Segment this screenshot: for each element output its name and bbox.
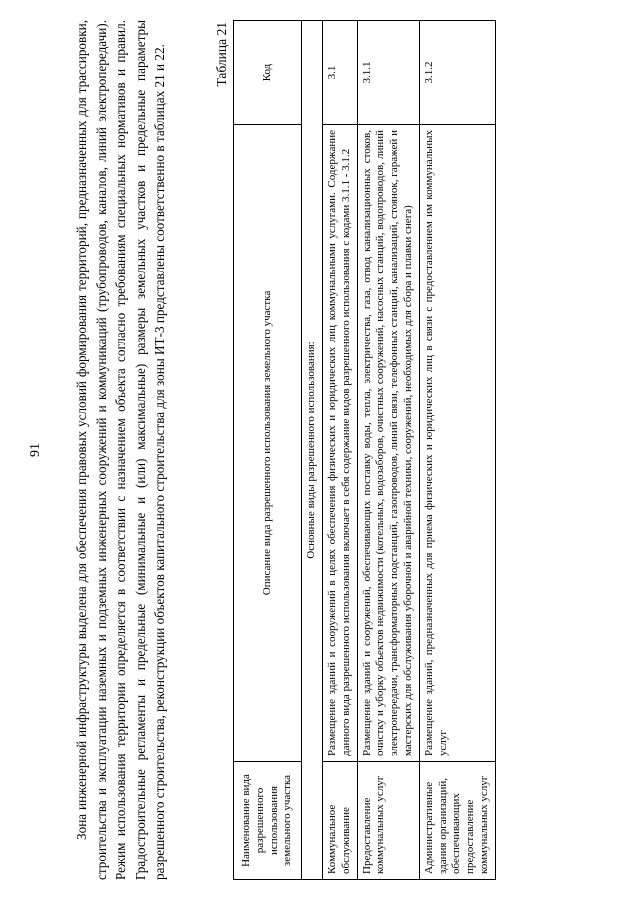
row-code: 3.1 [322,21,357,125]
table-row [322,21,357,880]
rotated-page [28,20,613,880]
header-description: Описание вида разрешенного использования земельного участка [234,125,302,762]
row-name: Административные здания организаций, обеспечивающих предоставление коммунальных услуг [419,762,495,880]
header-name: Наименование вида разрешенного использования земельного участка [234,762,302,880]
section-title: Основные виды разрешенного использования: [302,21,323,880]
table-row [357,21,419,880]
page-number: 91 [28,443,43,457]
header-code: Код [234,21,302,125]
table-row [419,21,495,880]
table-header-row [234,21,302,880]
row-name: Коммунальное обслуживание [322,762,357,880]
row-name: Предоставление коммунальных услуг [357,762,419,880]
land-use-table [233,20,496,880]
table-label: Таблица 21 [214,22,229,87]
row-description: Размещение зданий, предназначенных для приема физических и юридических лиц в связи с предоставлением им коммунальных услуг [419,125,495,762]
page-content [28,20,613,880]
row-code: 3.1.1 [357,21,419,125]
intro-paragraph: Зона инженерной инфраструктуры выделена для обеспечения правовых условий формирования территорий, предназначенных для трассировки, строительства и эксплуатации наземных и подземных инженерных сооружений и коммуникаций (трубопроводов, каналов, линий электропередачи). Режим использования территории определяется в соответствии с назначением объекта согласно требованиям специальных нормативов и правил. Градостроительные регламенты и предельные (минимальные и (или) максимальные) размеры земельных участков и предельные параметры разрешенного строительства, реконструкции объектов капитального строительства для зоны ИТ-3 представлены соответственно в таблицах 21 и 22. [74,20,167,880]
row-code: 3.1.2 [419,21,495,125]
row-description: Размещение зданий и сооружений в целях обеспечения физических и юридических лиц коммунальными услугами. Содержание данного вида разрешенного использования включает в себя содержание видов разрешенного использования с кодами 3.1.1 - 3.1.2 [322,125,357,762]
section-row [302,21,323,880]
row-description: Размещение зданий и сооружений, обеспечивающих поставку воды, тепла, электричества, газа, отвод канализационных стоков, очистку и уборку объектов недвижимости (котельных, водозаборов, очистных сооружений, насосных станций, водопроводов, линий электропередачи, трансформаторных подстанций, газопроводов, линий связи, телефонных станций, канализаций, стоянок, гаражей и мастерских для обслуживания уборочной и аварийной техники, сооружений, необходимых для сбора и плавки снега) [357,125,419,762]
